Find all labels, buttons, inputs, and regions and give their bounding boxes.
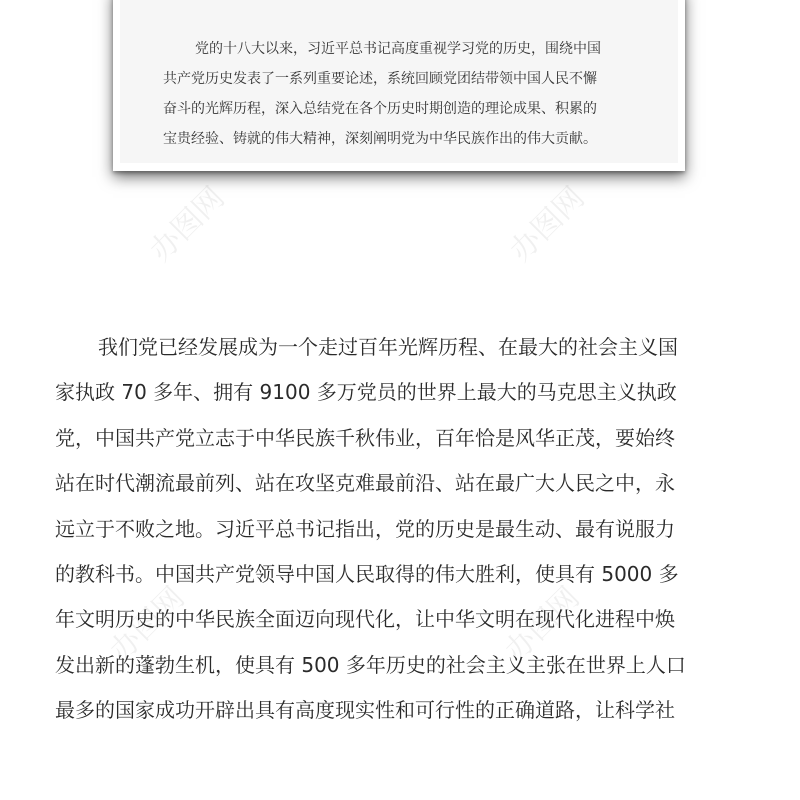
body-line: 的教科书。中国共产党领导中国人民取得的伟大胜利，使具有 5000 多 [55, 562, 679, 587]
body-paragraph [55, 325, 755, 734]
body-line: 远立于不败之地。习近平总书记指出，党的历史是最生动、最有说服力 [55, 516, 675, 541]
summary-line: 奋斗的光辉历程，深入总结党在各个历史时期创造的理论成果、积累的 [163, 101, 597, 117]
summary-line: 共产党历史发表了一系列重要论述，系统回顾党团结带领中国人民不懈 [163, 71, 597, 87]
body-line: 最多的国家成功开辟出具有高度现实性和可行性的正确道路，让科学社 [55, 698, 675, 723]
watermark: 办图网 [498, 580, 587, 669]
summary-card [113, 0, 685, 171]
summary-paragraph [163, 34, 653, 154]
body-line: 家执政 70 多年、拥有 9100 多万党员的世界上最大的马克思主义执政 [55, 380, 677, 405]
summary-line: 党的十八大以来，习近平总书记高度重视学习党的历史，围绕中国 [195, 41, 601, 57]
watermark: 办图网 [503, 180, 592, 269]
watermark: 办图网 [143, 180, 232, 269]
summary-card-inner [120, 0, 678, 163]
body-line: 年文明历史的中华民族全面迈向现代化，让中华文明在现代化进程中焕 [55, 607, 675, 632]
body-line: 党，中国共产党立志于中华民族千秋伟业，百年恰是风华正茂，要始终 [55, 425, 675, 450]
watermark: 办图网 [103, 580, 192, 669]
body-line: 发出新的蓬勃生机，使具有 500 多年历史的社会主义主张在世界上人口 [55, 652, 686, 677]
body-line: 我们党已经发展成为一个走过百年光辉历程、在最大的社会主义国 [98, 335, 678, 359]
summary-line: 宝贵经验、铸就的伟大精神，深刻阐明党为中华民族作出的伟大贡献。 [163, 131, 597, 147]
body-line: 站在时代潮流最前列、站在攻坚克难最前沿、站在最广大人民之中，永 [55, 471, 675, 496]
